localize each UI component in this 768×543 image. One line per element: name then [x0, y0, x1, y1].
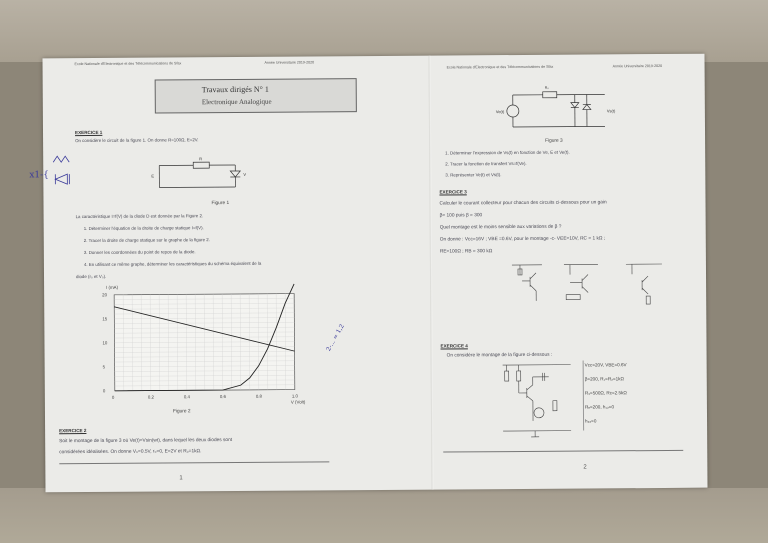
header-school-right: Ecole Nationale d'Electronique et des Télécommunications de Sfax	[446, 64, 554, 70]
exercice4-value-1: Vcc=20V, VBE=0.6V	[584, 362, 627, 368]
exercice3-line-3: Quel montage est le moins sensible aux variations de β ?	[439, 224, 562, 231]
svg-text:R: R	[199, 156, 203, 162]
figure3-circuit	[495, 80, 625, 141]
exercice4-value-2: β=200, R₁=R₂=1kΩ	[584, 376, 624, 382]
exercice4-value-3: R₃=500Ω, Rc=2.5kΩ	[584, 390, 627, 396]
values-divider	[583, 361, 584, 431]
figure3-question-2: 2. Tracer la fonction de transfert Vs=f(Ve).	[445, 160, 527, 167]
exercice1-statement: La caractéristique I=f(V) de la diode D est donnée par la Figure 2.	[75, 213, 204, 220]
figure1-circuit	[153, 157, 263, 194]
exercice4-intro: On considère le montage de la figure ci-dessous :	[446, 352, 553, 359]
page-right	[430, 54, 707, 490]
footer-rule-right	[443, 450, 683, 453]
header-year-left: Année Universitaire 2019-2020	[264, 60, 315, 65]
header-school-left: Ecole Nationale d'Electronique et des Télécommunications de Sfax	[74, 61, 182, 67]
exercice3-heading: EXERCICE 3	[439, 189, 467, 195]
exercice3-line-1: Calculer le courant collecteur pour chacun des circuits ci-dessous pour un gain	[439, 200, 607, 207]
y-tick-label: 20	[102, 292, 108, 298]
footer-rule-left	[59, 461, 329, 464]
exercise-sheet	[29, 54, 707, 493]
figure1-caption: Figure 1	[211, 201, 230, 207]
y-axis-label: I (mA)	[106, 284, 119, 290]
exercice4-value-5: h₂₂=0	[585, 418, 597, 424]
exercice4-circuit	[499, 361, 580, 444]
page-number-left: 1	[179, 475, 183, 482]
page-number-right: 2	[583, 464, 587, 471]
x-axis-label: V (Volt)	[290, 399, 306, 405]
exercice3-line-2: β= 100 puis β = 300	[439, 213, 483, 219]
handwritten-margin-note: x1-{	[29, 170, 49, 181]
y-tick-label: 0	[102, 388, 106, 394]
exercice2-line-1: Soit le montage de la figure 3 où Ve(t)=Vsin(wt), dans lequel les deux diodes sont	[59, 438, 233, 445]
x-tick-label: 0.6	[219, 394, 226, 400]
exercice1-question-2: 2. Tracer la droite de charge statique sur le graphe de la figure 2.	[83, 237, 210, 244]
page-title: Travaux dirigés N° 1	[201, 84, 269, 95]
handwritten-graph-note: 2-... = 1,2	[324, 323, 346, 353]
title-box	[155, 78, 357, 113]
x-tick-label: 1.0	[291, 393, 298, 399]
table-background-bottom	[0, 488, 768, 543]
x-tick-label: 0.4	[183, 394, 190, 400]
y-tick-label: 10	[102, 340, 108, 346]
svg-text:R₀: R₀	[544, 85, 549, 90]
exercice3-circuits	[502, 260, 682, 311]
exercice2-heading: EXERCICE 2	[59, 428, 87, 434]
exercice1-intro: On considère le circuit de la figure 1. On donne R=100Ω, E=2V.	[75, 137, 199, 144]
exercice1-question-1: 1. Déterminer l'équation de la droite de charge statique I=f(V).	[83, 225, 204, 232]
figure3-caption: Figure 3	[545, 138, 563, 144]
svg-text:E: E	[151, 173, 155, 179]
y-tick-label: 15	[102, 316, 108, 322]
exercice1-question-3: 3. Donner les coordonnées du point de repos de la diode.	[83, 249, 196, 256]
page-left	[29, 56, 431, 493]
svg-text:Vs(t): Vs(t)	[606, 108, 616, 114]
exercice1-heading: EXERCICE 1	[74, 129, 103, 136]
exercice4-value-4: Rₑ=200, h₁₂=0	[584, 404, 615, 410]
page-subtitle: Electronique Analogique	[201, 97, 272, 107]
x-tick-label: 0.2	[147, 394, 154, 400]
x-tick-label: 0.8	[255, 393, 262, 399]
exercice2-line-2: considérées idéalisées. On donne V₀=0.5V, r₀=0, E=2V et R₀=1kΩ.	[59, 449, 202, 456]
x-tick-label: 0	[111, 394, 115, 400]
figure2-caption: Figure 2	[172, 409, 191, 415]
exercice1-question-4-cont: diode (r₀ et V₀).	[76, 273, 107, 280]
svg-text:Ve(t): Ve(t)	[495, 109, 505, 115]
figure3-question-3: 3. Représenter Ve(t) et Vs(t).	[445, 172, 502, 178]
figure2-graph	[74, 281, 305, 403]
header-year-right: Année Universitaire 2019-2020	[612, 63, 663, 69]
exercice3-line-5: RE=100Ω ; RB = 300 kΩ	[439, 249, 493, 255]
exercice3-line-4: On donne : Vcc=16V ; VBE =0.6V, pour le montage -c- VEE=10V, RC = 1 kΩ ;	[439, 236, 606, 243]
y-tick-label: 5	[102, 364, 106, 370]
exercice4-heading: EXERCICE 4	[440, 343, 468, 349]
handwritten-diode-sketch	[47, 156, 87, 196]
exercice1-question-4: 4. En utilisant ce même graphe, déterminer les caractéristiques du schéma équivalent de la	[83, 260, 262, 268]
figure3-question-1: 1. Déterminer l'expression de Vs(t) en fonction de Ve, E et Ve(t).	[445, 149, 570, 156]
svg-text:V: V	[243, 171, 246, 177]
